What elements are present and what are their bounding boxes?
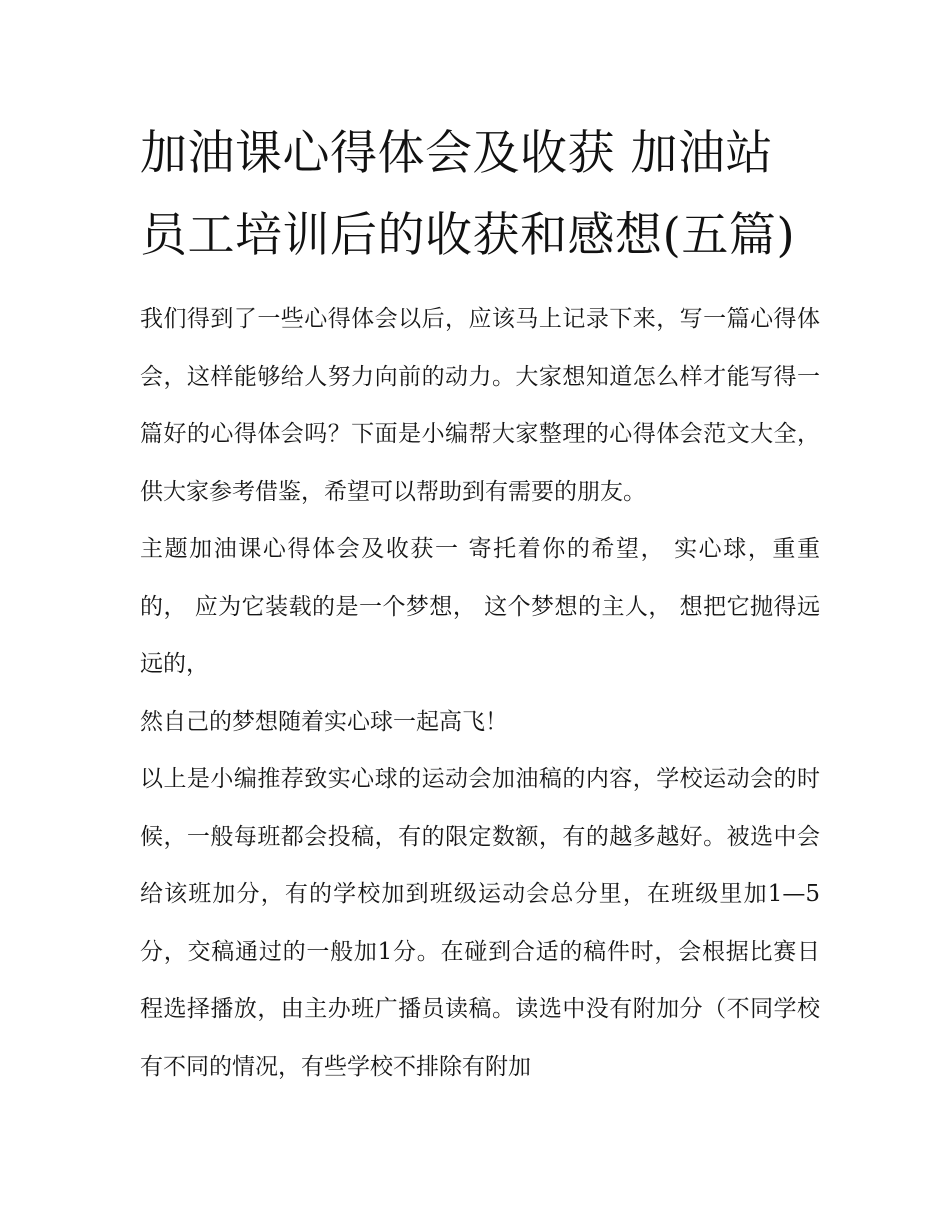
paragraph-intro: 我们得到了一些心得体会以后，应该马上记录下来，写一篇心得体会，这样能够给人努力向前的动力。大家想知道怎么样才能写得一篇好的心得体会吗？下面是小编帮大家整理的心得体会范文大全，供大家参考借鉴，希望可以帮助到有需要的朋友。 xyxy=(140,306,820,505)
document-content xyxy=(140,113,820,1096)
paragraph-recommendation: 以上是小编推荐致实心球的运动会加油稿的内容，学校运动会的时候，一般每班都会投稿，有的限定数额，有的越多越好。被选中会给该班加分，有的学校加到班级运动会总分里，在班级里加1—5分，交稿通过的一般加1分。在碰到合适的稿件时，会根据比赛日程选择播放，由主办班广播员读稿。读选中没有附加分（不同学校有不同的情况，有些学校不排除有附加 xyxy=(140,766,820,1080)
paragraph-topic-one: 主题加油课心得体会及收获一 寄托着你的希望， 实心球，重重的， 应为它装载的是一个梦想， 这个梦想的主人， 想把它抛得远远的， xyxy=(140,536,820,677)
document-body xyxy=(140,291,820,1096)
paragraph-dream: 然自己的梦想随着实心球一起高飞！ xyxy=(140,708,508,735)
document-title: 加油课心得体会及收获 加油站员工培训后的收获和感想(五篇) xyxy=(140,126,796,263)
